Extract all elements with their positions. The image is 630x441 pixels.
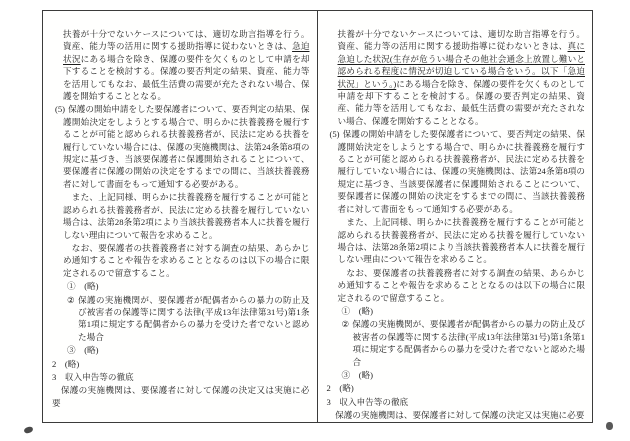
revision-underline: 急迫状況 — [63, 41, 310, 64]
paragraph-mata: また、上記同様、明らかに扶養義務を履行することが可能と認められる扶養義務者が、民法に定める扶養を履行していない場合は、法第28条第2項により当該扶養義務者本人に扶養を履行しない理由について報告を求めること。 — [63, 192, 310, 240]
circled-item-2 — [342, 318, 586, 368]
continuation-paragraph — [63, 28, 310, 102]
circled-item-2-label: ② — [341, 319, 350, 330]
item-5-paragraph — [55, 103, 310, 190]
scan-artifact — [606, 422, 613, 430]
column-right — [318, 11, 593, 422]
item-5-label: (5) — [329, 129, 340, 140]
text-run: 保護の実施機関が、要保護者が配偶者からの暴力の防止及び被害者の保護等に関する法律(平成13年法律第31号)第1条第1項に規定する配偶者からの暴力を受けた者でないと認めた場合 — [78, 294, 310, 342]
revision-underline: 真に急迫した状況(生存が危うい場合その他社会通念上放置し難いと認められる程度に情況が切迫している場合をいう。以下「急迫状況」という。) — [337, 41, 585, 89]
trailing-paragraph: 保護の実施機関は、要保護者に対して保護の決定又は実施に必要 — [52, 385, 310, 408]
paragraph-nao: なお、要保護者の扶養義務者に対する調査の結果、あらかじめ通知することや報告を求めることとなるのは以下の場合に限定されるので留意すること。 — [337, 267, 585, 303]
section-2: 2 (略) — [52, 358, 80, 369]
circled-item-3: ③ (略) — [67, 345, 99, 356]
text-run: にある場合を除き、保護の要件を欠くものとして申請を却下することを検討する。保護の要否判定の結果、資産、能力等を活用してもなお、最低生活費の需要が充たされない場合、保護を開始することとなる。 — [337, 78, 585, 126]
comparison-table-frame — [42, 10, 593, 423]
scan-artifact — [23, 426, 33, 434]
continuation-paragraph — [338, 28, 586, 127]
section-3-heading: 3 収入申告等の徹底 — [326, 396, 409, 407]
paragraph-nao: なお、要保護者の扶養義務者に対する調査の結果、あらかじめ通知することや報告を求めることとなるのは以下の場合に限定されるので留意すること。 — [63, 242, 310, 278]
text-run: にある場合を除き、保護の要件を欠くものとして申請を却下することを検討する。保護の要否判定の結果、資産、能力等を活用してもなお、最低生活費の需要が充たされない場合、保護を開始することとなる。 — [63, 53, 310, 102]
section-3-heading: 3 収入申告等の徹底 — [52, 371, 134, 382]
text-run: 保護の開始申請をした要保護者について、要否判定の結果、保護開始決定をしようとする場合で、明らかに扶養義務を履行することが可能と認められる扶養義務者が、民法に定める扶養を履行していない場合には、保護の実施機関は、法第24条第8項の規定に基づき、当該要保護者に保護開始されることについて、要保護者に保護の開始の決定をするまでの間に、当該扶養義務者に対して書面をもって通知する必要がある。 — [337, 129, 585, 214]
text-run: 扶養が十分でないケースについては、適切な助言指導を行う。資産、能力等の活用に関する援助指導に従わないときは、 — [63, 29, 310, 52]
circled-item-2-label: ② — [67, 294, 76, 305]
trailing-paragraph: 保護の実施機関は、要保護者に対して保護の決定又は実施に必要 — [326, 410, 585, 421]
text-run: 保護の開始申請をした要保護者について、要否判定の結果、保護開始決定をしようとする場合で、明らかに扶養義務を履行することが可能と認められる扶養義務者が、民法に定める扶養を履行していない場合には、保護の実施機関は、法第24条第8項の規定に基づき、当該要保護者に保護開始されることについて、要保護者に保護の開始の決定をするまでの間に、当該扶養義務者に対して書面をもって通知する必要がある。 — [63, 104, 310, 189]
column-left — [43, 11, 318, 422]
circled-item-2 — [67, 294, 310, 344]
section-2: 2 (略) — [326, 383, 354, 394]
circled-item-1: ① (略) — [67, 281, 99, 292]
text-run: 保護の実施機関が、要保護者が配偶者からの暴力の防止及び被害者の保護等に関する法律(平成13年法律第31号)第1条第1項に規定する配偶者からの暴力を受けた者でないと認めた場合 — [352, 319, 585, 367]
paragraph-mata: また、上記同様、明らかに扶養義務を履行することが可能と認められる扶養義務者が、民法に定める扶養を履行していない場合は、法第28条第2項により当該扶養義務者本人に扶養を履行しない理由について報告を求めること。 — [337, 217, 585, 265]
text-run: 扶養が十分でないケースについては、適切な助言指導を行う。資産、能力等の活用に関する援助指導に従わないときは、 — [337, 29, 585, 52]
item-5-paragraph — [330, 128, 586, 215]
item-5-label: (5) — [55, 104, 66, 115]
circled-item-3: ③ (略) — [341, 369, 374, 380]
circled-item-1: ① (略) — [341, 305, 374, 316]
